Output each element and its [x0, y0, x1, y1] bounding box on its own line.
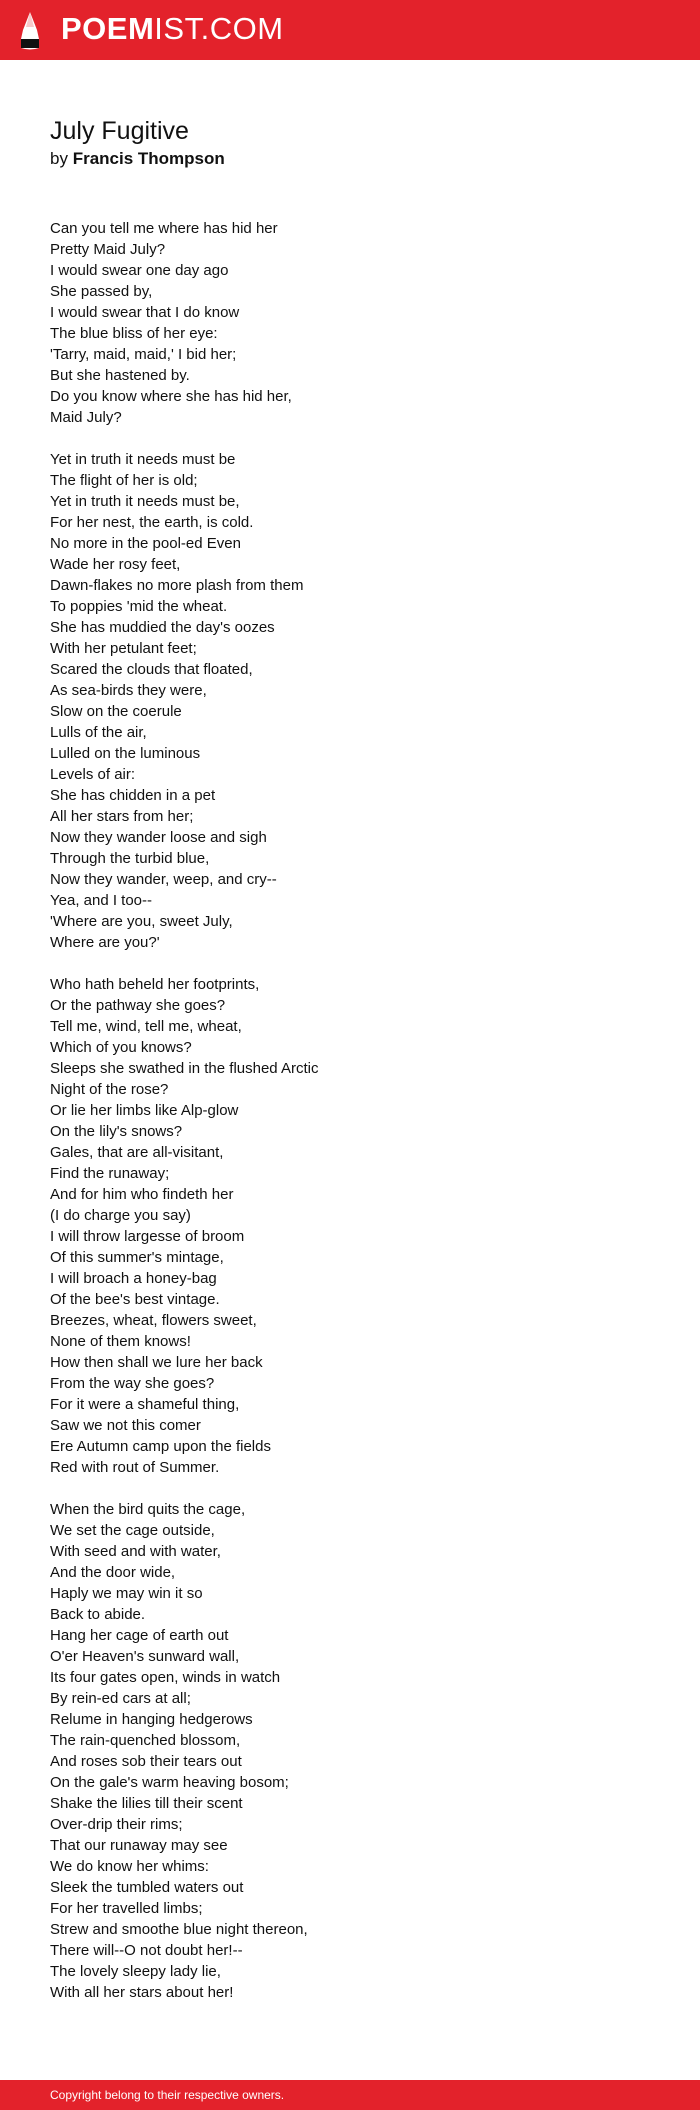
poem-line: (I do charge you say) [50, 1207, 191, 1224]
poem-line: Sleek the tumbled waters out [50, 1879, 244, 1896]
poem-line: The blue bliss of her eye: [50, 325, 218, 342]
poem-line: The rain-quenched blossom, [50, 1732, 241, 1749]
poem-line: And roses sob their tears out [50, 1753, 242, 1770]
poem-line: She has chidden in a pet [50, 787, 216, 804]
poem-line: From the way she goes? [50, 1375, 215, 1392]
poem-line: Sleeps she swathed in the flushed Arctic [50, 1060, 319, 1077]
poem-line: When the bird quits the cage, [50, 1501, 246, 1518]
poem-line: Night of the rose? [50, 1081, 169, 1098]
poem-line: For it were a shameful thing, [50, 1396, 240, 1413]
poem-line: Over-drip their rims; [50, 1816, 183, 1833]
poem-line: Do you know where she has hid her, [50, 388, 292, 405]
poem-line: Lulls of the air, [50, 724, 147, 741]
poem-line: The lovely sleepy lady lie, [50, 1963, 221, 1980]
poem-line: Now they wander loose and sigh [50, 829, 267, 846]
poem-line: Strew and smoothe blue night thereon, [50, 1921, 308, 1938]
poem-line: Pretty Maid July? [50, 241, 166, 258]
poem-line: Back to abide. [50, 1606, 146, 1623]
poem-line: Saw we not this comer [50, 1417, 201, 1434]
poem-line: She passed by, [50, 283, 153, 300]
poem-line: Scared the clouds that floated, [50, 661, 253, 678]
poem-line: Where are you?' [50, 934, 160, 951]
poem-body [50, 218, 650, 2024]
poem-line: With her petulant feet; [50, 640, 197, 657]
poem-line: Of this summer's mintage, [50, 1249, 224, 1266]
poem-line: I would swear that I do know [50, 304, 240, 321]
poem-line: Red with rout of Summer. [50, 1459, 220, 1476]
poem-line: Maid July? [50, 409, 122, 426]
poem-line: Haply we may win it so [50, 1585, 203, 1602]
poem-line: I would swear one day ago [50, 262, 229, 279]
stanza [50, 449, 650, 953]
poem-line: Now they wander, weep, and cry-- [50, 871, 277, 888]
poem-line: To poppies 'mid the wheat. [50, 598, 228, 615]
poem-line: Its four gates open, winds in watch [50, 1669, 281, 1686]
stanza [50, 974, 650, 1478]
poem-line: By rein-ed cars at all; [50, 1690, 191, 1707]
poem-line: Dawn-flakes no more plash from them [50, 577, 304, 594]
poem-line: Tell me, wind, tell me, wheat, [50, 1018, 242, 1035]
poem-line: Hang her cage of earth out [50, 1627, 229, 1644]
site-header [0, 0, 700, 60]
poem-line: Yet in truth it needs must be [50, 451, 236, 468]
copyright-text: Copyright belong to their respective owners. [50, 2088, 285, 2102]
poem-line: As sea-birds they were, [50, 682, 207, 699]
byline [50, 147, 225, 171]
poem-line: Through the turbid blue, [50, 850, 210, 867]
poem-line: I will broach a honey-bag [50, 1270, 217, 1287]
poem-line: Of the bee's best vintage. [50, 1291, 220, 1308]
poem-line: For her travelled limbs; [50, 1900, 203, 1917]
poem-line: Relume in hanging hedgerows [50, 1711, 253, 1728]
poem-line: 'Tarry, maid, maid,' I bid her; [50, 346, 237, 363]
poem-line: Levels of air: [50, 766, 136, 783]
poem-line: Find the runaway; [50, 1165, 170, 1182]
poem-line: For her nest, the earth, is cold. [50, 514, 254, 531]
poem-line: Can you tell me where has hid her [50, 220, 278, 237]
by-label: by [50, 149, 68, 168]
poem-line: Lulled on the luminous [50, 745, 201, 762]
poem-line: She has muddied the day's oozes [50, 619, 275, 636]
poem-line: I will throw largesse of broom [50, 1228, 245, 1245]
poem-line: On the lily's snows? [50, 1123, 183, 1140]
poem-line: On the gale's warm heaving bosom; [50, 1774, 289, 1791]
poem-line: But she hastened by. [50, 367, 190, 384]
poem-line: Who hath beheld her footprints, [50, 976, 260, 993]
poem-line: We do know her whims: [50, 1858, 209, 1875]
poem-line: Wade her rosy feet, [50, 556, 181, 573]
poem-line: Which of you knows? [50, 1039, 192, 1056]
poem-line: Breezes, wheat, flowers sweet, [50, 1312, 257, 1329]
poem-line: Slow on the coerule [50, 703, 182, 720]
poem-line: Shake the lilies till their scent [50, 1795, 243, 1812]
stanza [50, 1499, 650, 2003]
poem-line: With seed and with water, [50, 1543, 221, 1560]
poem-line: All her stars from her; [50, 808, 194, 825]
poem-line: Yea, and I too-- [50, 892, 153, 909]
poem-line: 'Where are you, sweet July, [50, 913, 233, 930]
stanza [50, 218, 650, 428]
poem-line: Gales, that are all-visitant, [50, 1144, 224, 1161]
poem-line: No more in the pool-ed Even [50, 535, 241, 552]
poem-line: Or lie her limbs like Alp-glow [50, 1102, 239, 1119]
logo-bold-text: POEM [61, 11, 155, 46]
poem-line: And the door wide, [50, 1564, 176, 1581]
author-name[interactable]: Francis Thompson [72, 149, 225, 168]
poem-line: We set the cage outside, [50, 1522, 215, 1539]
poem-line: O'er Heaven's sunward wall, [50, 1648, 240, 1665]
logo-light-text: IST.COM [154, 11, 284, 46]
poem-line: The flight of her is old; [50, 472, 198, 489]
poem-line: There will--O not doubt her!-- [50, 1942, 243, 1959]
poem-line: Yet in truth it needs must be, [50, 493, 240, 510]
poem-line: None of them knows! [50, 1333, 191, 1350]
poem-line: With all her stars about her! [50, 1984, 234, 2001]
pen-nib-icon[interactable] [17, 11, 43, 51]
poem-line: That our runaway may see [50, 1837, 228, 1854]
site-footer [0, 2080, 700, 2110]
poem-line: Ere Autumn camp upon the fields [50, 1438, 271, 1455]
site-logo[interactable] [61, 9, 284, 49]
poem-title: July Fugitive [50, 117, 189, 145]
poem-line: And for him who findeth her [50, 1186, 234, 1203]
poem-line: How then shall we lure her back [50, 1354, 263, 1371]
poem-line: Or the pathway she goes? [50, 997, 226, 1014]
